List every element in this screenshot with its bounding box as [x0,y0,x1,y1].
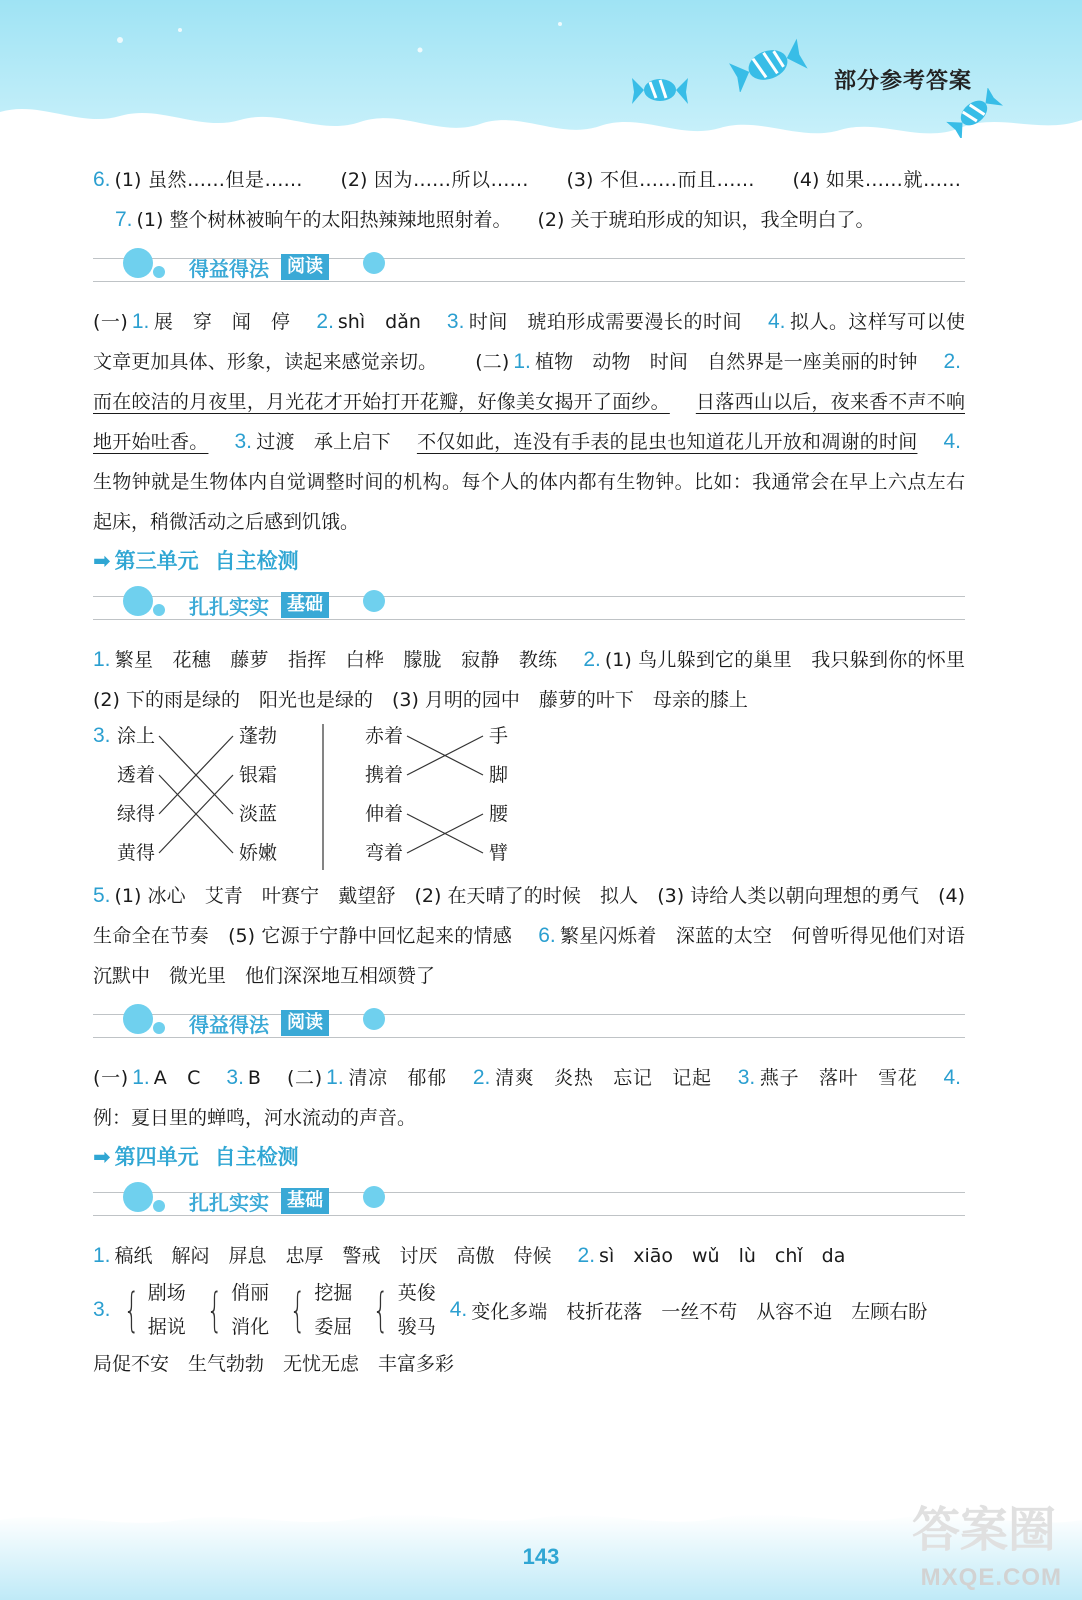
match-item: 淡蓝 [239,803,278,825]
question-number: 3. [93,1298,111,1321]
question-number: 4. [767,310,786,333]
match-item: 绿得 [117,803,156,825]
word: 俏丽 [231,1282,270,1304]
watermark-text: MXQE.COM [920,1564,1062,1591]
question-number: 2. [943,350,961,373]
section-tag: 阅读 [281,1010,329,1036]
question-number: 4. [449,1298,468,1321]
question-number: 5. [93,884,111,907]
underlined-sentence: 日落西山以后，夜来香不声不响地开始吐香。 [93,391,965,453]
watermark-logo: 答案圈 [911,1502,1056,1558]
reading-answers-3 [93,1058,965,1138]
header-title: 部分参考答案 [833,69,972,94]
candy-icon [728,38,808,92]
match-item: 伸着 [365,803,404,825]
answer-text: 例：夏日里的蝉鸣，河水流动的声音。 [93,1107,417,1129]
part-label: (一) [93,1067,129,1089]
answer-text: (1) 鸟儿躲到它的巢里 我只躲到你的怀里 (2) 下的雨是绿的 阳光也是绿的 (3) 月明的园中 藤萝的叶下 母亲的膝上 [93,649,985,711]
answer-text: (4) 如果……就…… [792,169,961,191]
question-number: 3. [93,724,111,747]
reading-answers-1 [93,302,965,542]
match-item: 透着 [117,764,156,786]
question-number: 1. [131,310,150,333]
question-number: 2. [316,310,334,333]
answer-text: 展 穿 闻 停 [153,311,291,333]
bracket-group: { 俏丽 消化 [200,1276,269,1344]
bracket-group: { 剧场 据说 [117,1276,186,1344]
answer-text: 生物钟就是生物体内自觉调整时间的机构。每个人的体内都有生物钟。比如：我通常会在早上六点左右起床，稍微活动之后感到饥饿。 [93,471,965,533]
match-item: 娇嫩 [239,842,278,864]
answer-text: (2) 因为……所以…… [340,169,529,191]
question-number: 4. [943,430,961,453]
unit-subtitle: 自主检测 [214,1145,299,1169]
unit-title: 第四单元 [114,1145,199,1169]
answer-text: 燕子 落叶 雪花 [759,1067,918,1089]
unit-heading-4: ➡ 第四单元 自主检测 [93,1145,299,1169]
word: 英俊 [397,1282,436,1304]
bracket-groups [93,1276,965,1344]
match-item: 脚 [489,764,509,786]
question-number: 1. [93,648,111,671]
match-item: 手 [489,725,509,747]
answer-text: A C [153,1067,201,1089]
question-number: 1. [326,1066,344,1089]
question-number: 1. [513,350,531,373]
answer-text: (1) 虽然……但是…… [114,169,303,191]
answer-text: (1) 整个树林被晌午的太阳热辣辣地照射着。 [136,209,512,231]
question-number: 7. [115,208,133,231]
answer-text: 局促不安 生气勃勃 无忧无虑 丰富多彩 [93,1353,455,1375]
candy-icon [944,88,1004,138]
answer-text: 过渡 承上启下 [255,431,391,453]
answer-text: sì xiāo wǔ lù chǐ da [599,1245,846,1267]
question-number: 3. [737,1066,756,1089]
section-title: 扎扎实实 [189,1191,269,1215]
underlined-sentence: 不仅如此，连没有手表的昆虫也知道花儿开放和凋谢的时间 [416,431,918,453]
basics-answers-1-2 [93,640,985,720]
word: 委屈 [314,1316,353,1338]
basics-answers-5-6 [93,876,985,996]
answer-text: (2) 关于琥珀形成的知识，我全明白了。 [537,209,875,231]
section-tag: 基础 [281,592,329,618]
question-number: 6. [93,168,111,191]
candy-icon [630,70,690,110]
part-label: (二) [286,1067,323,1089]
section-bar-basics [93,584,965,632]
matching-exercise [93,720,965,876]
answer-content [93,160,985,1384]
question-number: 3. [226,1066,244,1089]
word: 剧场 [147,1282,186,1304]
answer-text: (1) 冰心 艾青 叶赛宁 戴望舒 (2) 在天晴了的时候 拟人 (3) 诗给人类以朝向理想的勇气 (4) 生命全在节奏 (5) 它源于宁静中回忆起来的情感 [93,885,965,947]
bracket-group: { 英俊 骏马 [366,1276,435,1344]
question-number: 2. [472,1066,491,1089]
bracket-group: { 挖掘 委屈 [283,1276,352,1344]
basics4-answer-4-cont [93,1344,965,1384]
answer-text: B [247,1067,261,1089]
question-number: 2. [583,648,601,671]
section-tag: 阅读 [281,254,329,280]
question-number: 3. [446,310,465,333]
answer-text: shì dǎn [337,311,421,333]
answer-text: 变化多端 枝折花落 一丝不苟 从容不迫 左顾右盼 [471,1300,928,1323]
unit-heading-3: ➡ 第三单元 自主检测 [93,549,299,573]
word: 消化 [231,1316,270,1338]
match-item: 臂 [489,842,509,864]
word: 据说 [147,1316,186,1338]
question-number: 4. [943,1066,961,1089]
unit-title: 第三单元 [114,549,199,573]
match-item: 弯着 [365,842,404,864]
answer-text: 植物 动物 时间 自然界是一座美丽的时钟 [534,351,918,373]
answer-text: 清爽 炎热 忘记 记起 [494,1067,712,1089]
question-number: 2. [577,1244,596,1267]
section-title: 得益得法 [189,1013,269,1037]
section-bar-reading [93,246,965,294]
question-number: 1. [132,1066,150,1089]
match-item: 赤着 [365,725,404,747]
question-number: 1. [93,1244,111,1267]
underlined-sentence: 而在皎洁的月夜里，月光花才开始打开花瓣，好像美女揭开了面纱。 [93,391,670,413]
match-item: 携着 [365,764,404,786]
match-item: 银霜 [239,764,278,786]
answer-text: 繁星 花穗 藤萝 指挥 白桦 朦胧 寂静 教练 [114,649,558,671]
answer-paragraph-6-7 [93,160,965,240]
section-bar-basics [93,1180,965,1228]
answer-text: 稿纸 解闷 屏息 忠厚 警戒 讨厌 高傲 侍候 [114,1245,552,1267]
page-number: 143 [522,1544,560,1569]
section-bar-reading [93,1002,965,1050]
answer-text: 繁星闪烁着 深蓝的太空 何曾听得见他们对语 沉默中 微光里 他们深深地互相颂赞了 [93,925,985,987]
match-item: 涂上 [117,725,156,747]
basics4-answers-1-2 [93,1236,965,1276]
part-label: (二) [475,351,510,373]
answer-text: 时间 琥珀形成需要漫长的时间 [468,311,742,333]
section-title: 扎扎实实 [189,595,269,619]
match-item: 腰 [489,803,509,825]
word: 骏马 [397,1316,436,1338]
part-label: (一) [93,311,128,333]
answer-text: 拟人。这样写可以使文章更加具体、形象，读起来感觉亲切。 [93,311,965,373]
match-item: 黄得 [117,842,156,864]
matching-lines [93,720,553,876]
section-tag: 基础 [281,1188,329,1214]
unit-subtitle: 自主检测 [214,549,299,573]
answer-text: 清凉 郁郁 [347,1067,447,1089]
question-number: 6. [538,924,556,947]
answer-text: (3) 不但……而且…… [566,169,755,191]
word: 挖掘 [314,1282,353,1304]
match-item: 蓬勃 [239,725,278,747]
section-title: 得益得法 [189,257,269,281]
question-number: 3. [234,430,252,453]
